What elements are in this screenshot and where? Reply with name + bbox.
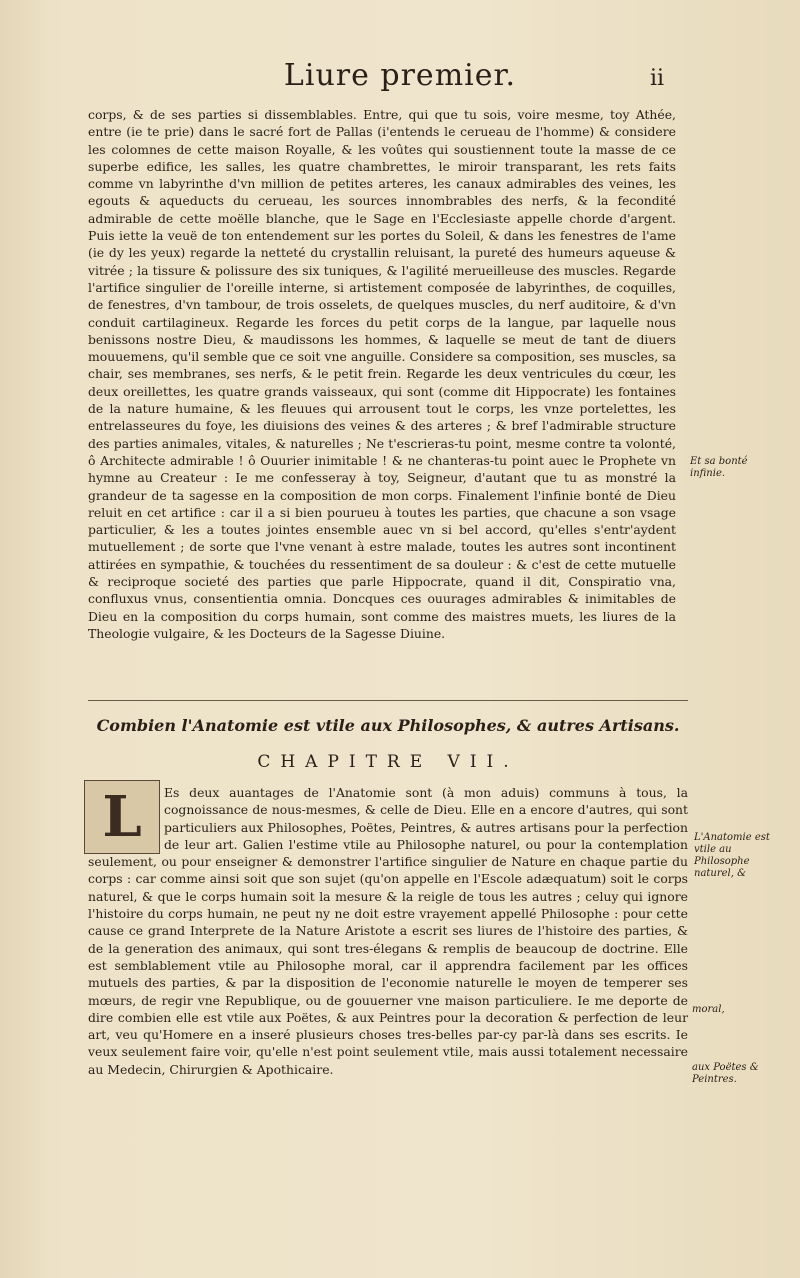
main-text-block <box>88 106 676 642</box>
decorated-initial <box>84 780 160 854</box>
section-divider <box>88 700 688 701</box>
section-title: Combien l'Anatomie est vtile aux Philosophes, & autres Artisans. <box>96 716 680 735</box>
paragraph-anatomy-utility: Es deux auantages de l'Anatomie sont (à mon aduis) communs à tous, la cognoissance de nous-mesmes, & celle de Dieu. Elle en a encore d'autres, qui sont particuliers aux Philosophes, Poëtes, Peintres, & autres artisans pour la perfection de leur art. Galien l'estime vtile au Philosophe naturel, ou pour la contemplation seulement, ou pour enseigner & demonstrer l'artifice singulier de Nature en chaque partie du corps : car comme ainsi soit que son sujet (qu'on appelle en l'Escole adæquatum) soit le corps naturel, & que le corps humain soit la mesure & la reigle de tous les autres ; celuy qui ignore l'histoire du corps humain, ne peut ny ne doit estre vrayement appellé Philosophe : pour cette cause ce grand Interprete de la Nature Aristote a escrit ses liures de l'histoire des parties, & de la generation des animaux, qui sont tres-élegans & remplis de beaucoup de doctrine. Elle est semblablement vtile au Philosophe moral, car il apprendra facilement par les offices mutuels des parties, & par la disposition de l'economie naturelle le moyen de temperer ses mœurs, de regir vne Republique, ou de gouuerner vne maison particuliere. Ie me deporte de dire combien elle est vtile aux Poëtes, & aux Peintres pour la decoration & perfection de leur art, veu qu'Homere en a inseré plusieurs choses tres-belles par-cy par-là dans ses escrits. Ie veux seulement faire voir, qu'elle n'est point seulement vtile, mais aussi totalement necessaire au Medecin, Chirurgien & Apothicaire. <box>88 785 688 1077</box>
margin-note-bonte: Et sa bonté infinie. <box>690 456 748 479</box>
margin-note-moral: moral, <box>692 1004 725 1015</box>
paragraph-anatomy-marvels: corps, & de ses parties si dissemblables. Entre, qui que tu sois, voire mesme, toy Athée, entre (ie te prie) dans le sacré fort de Pallas (i'entends le cerueau de l'homme) & considere les colomnes de cette maison Royalle, & les voûtes qui soustiennent toute la masse de ce superbe edifice, les salles, les quatre chambrettes, le miroir transparant, les rets faits comme vn labyrinthe d'vn million de petites arteres, les canaux admirables des veines, les egouts & aqueducts du cerueau, les sources innombrables des nerfs, & la fecondité admirable de cette moëlle blanche, que le Sage en l'Ecclesiaste appelle chorde d'argent. Puis iette la veuë de ton entendement sur les portes du Soleil, & dans les fenestres de l'ame (ie dy les yeux) regarde la netteté du crystallin reluisant, la pureté des humeurs aqueuse & vitrée ; la tissure & polissure des six tuniques, & l'agilité merueilleuse des muscles. Regarde l'artifice singulier de l'oreille interne, si artistement composée de labyrinthes, de coquilles, de fenestres, d'vn tambour, de trois osselets, de quelques muscles, du nerf auditoire, & d'vn conduit cartilagineux. Regarde les forces du petit corps de la langue, par laquelle nous benissons nostre Dieu, & maudissons les hommes, & laquelle se meut de tant de diuers mouuemens, qu'il semble que ce soit vne anguille. Considere sa composition, ses muscles, sa chair, ses membranes, ses nerfs, & le petit frein. Regarde les deux ventricules du cœur, les deux oreillettes, les quatre grands vaisseaux, qui sont (comme dit Hippocrate) les fontaines de la nature humaine, & les fleuues qui arrousent tout le corps, les vnze portelettes, les entrelasseures du foye, les diuisions des veines & des arteres ; & bref l'admirable structure des parties animales, vitales, & naturelles ; Ne t'escrieras-tu point, mesme contre ta volonté, ô Architecte admirable ! ô Ouurier inimitable ! & ne chanteras-tu point auec le Prophete vn hymne au Createur : Ie me confesseray à toy, Seigneur, d'autant que tu as monstré la grandeur de ta sagesse en la composition de mon corps. Finalement l'infinie bonté de Dieu reluit en cet artifice : car il a si bien pourueu à toutes les parties, que chacune a son vsage particulier, & les a toutes jointes ensemble auec vn si bel accord, qu'elles s'entr'aydent mutuellement ; de sorte que l'vne venant à estre malade, toutes les autres sont incontinent attirées en sympathie, & touchées du ressentiment de sa douleur : & c'est de cette mutuelle & reciproque societé des parties que parle Hippocrate, quand il dit, Conspiratio vna, confluxus vnus, consentientia omnia. Doncques ces ouurages admirables & inimitables de Dieu en la composition du corps humain, sont comme des maistres muets, les liures de la Theologie vulgaire, & les Docteurs de la Sagesse Diuine. <box>88 107 676 641</box>
running-header: Liure premier. <box>283 58 517 93</box>
chapter-text-block <box>88 784 688 1078</box>
margin-note-anatomie: L'Anatomie est vtile au Philosophe naturel, & <box>694 832 770 879</box>
dropcap-letter: L <box>102 784 142 850</box>
page-number: ii <box>650 66 665 91</box>
chapter-heading: CHAPITRE VII. <box>257 752 519 772</box>
margin-note-poetes: aux Poëtes & Peintres. <box>692 1062 759 1085</box>
